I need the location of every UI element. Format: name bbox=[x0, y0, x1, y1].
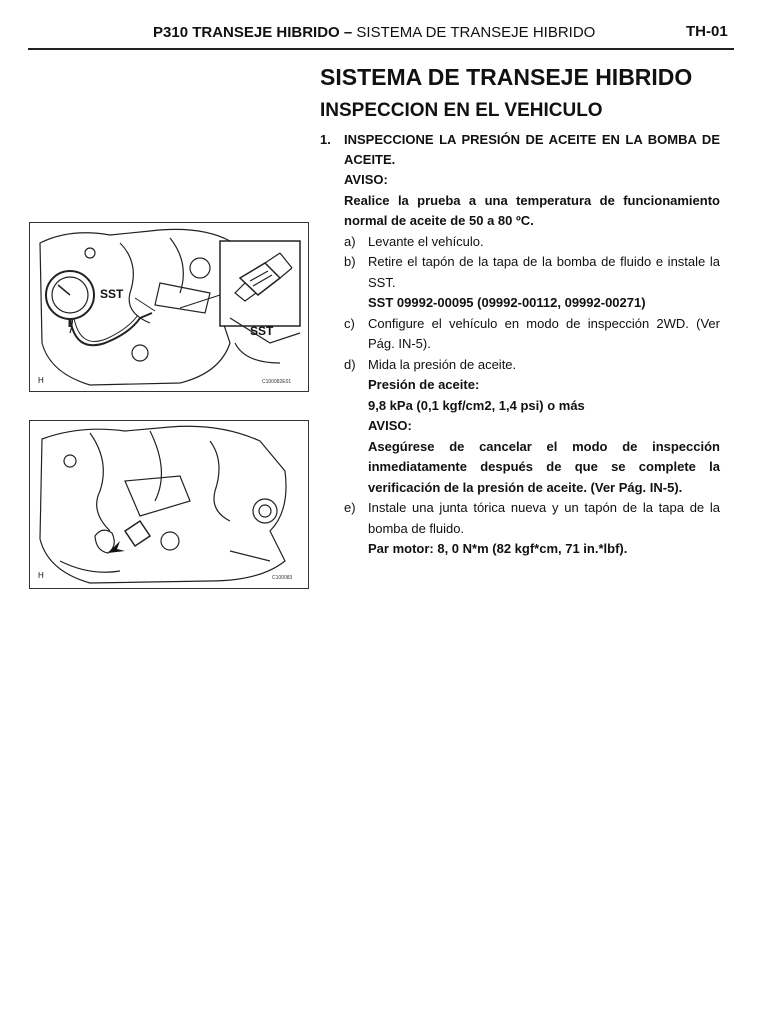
h-label-2: H bbox=[38, 571, 44, 580]
substep-letter: c) bbox=[344, 315, 355, 331]
step-body bbox=[344, 130, 720, 560]
substep-b bbox=[344, 252, 720, 293]
header-title-bold: P310 TRANSEJE HIBRIDO – bbox=[153, 24, 353, 41]
substep-c bbox=[344, 314, 720, 355]
substep-letter: b) bbox=[344, 254, 356, 269]
notice2-text: Asegúrese de cancelar el modo de inspección inmediatamente después de que se complete la verificación de la presión de aceite. (Ver Pág. IN-5). bbox=[368, 438, 720, 495]
figure-plug-install-diagram bbox=[29, 420, 309, 589]
substep-a bbox=[344, 232, 720, 253]
notice-label: AVISO: bbox=[344, 172, 388, 187]
header-title bbox=[153, 24, 595, 41]
arrow-icon bbox=[108, 541, 125, 553]
substep-letter: d) bbox=[344, 356, 356, 372]
substep-e bbox=[344, 498, 720, 539]
header-divider bbox=[28, 48, 734, 50]
substep-text: Levante el vehículo. bbox=[368, 233, 484, 249]
transaxle-gauge-illustration bbox=[30, 223, 308, 391]
sst-label-2: SST bbox=[250, 324, 274, 338]
substep-d bbox=[344, 355, 720, 376]
step-1 bbox=[320, 130, 720, 560]
page-title: SISTEMA DE TRANSEJE HIBRIDO bbox=[320, 64, 693, 90]
substep-text: Retire el tapón de la tapa de la bomba de fluido e instale la SST. bbox=[368, 254, 720, 290]
pressure-label: Presión de aceite: bbox=[368, 377, 480, 392]
figure-code: C100082E01 bbox=[262, 379, 292, 385]
step-text: INSPECCIONE LA PRESIÓN DE ACEITE EN LA BOMBA DE ACEITE. bbox=[344, 132, 720, 167]
notice2-label: AVISO: bbox=[368, 418, 412, 433]
figure-pressure-gauge-diagram bbox=[29, 222, 309, 392]
header-title-rest: SISTEMA DE TRANSEJE HIBRIDO bbox=[352, 24, 596, 41]
torque-spec: Par motor: 8, 0 N*m (82 kgf*cm, 71 in.*lbf). bbox=[368, 541, 628, 556]
page-code: TH-01 bbox=[686, 23, 728, 40]
h-label: H bbox=[38, 376, 44, 385]
step-number: 1. bbox=[320, 132, 331, 147]
transaxle-plug-illustration bbox=[30, 421, 308, 588]
sst-part-numbers: SST 09992-00095 (09992-00112, 09992-00271) bbox=[368, 295, 646, 310]
substep-text: Configure el vehículo en modo de inspección 2WD. (Ver Pág. IN-5). bbox=[368, 315, 720, 351]
page-header bbox=[0, 0, 768, 52]
substep-letter: e) bbox=[344, 500, 356, 515]
figure-code-2: C100083 bbox=[272, 575, 293, 581]
substep-text: Instale una junta tórica nueva y un tapón de la tapa de la bomba de fluido. bbox=[368, 500, 720, 536]
substep-letter: a) bbox=[344, 233, 356, 249]
section-title: INSPECCION EN EL VEHICULO bbox=[320, 100, 603, 121]
sst-label-1: SST bbox=[100, 287, 124, 301]
main-content bbox=[320, 58, 720, 560]
substep-text: Mida la presión de aceite. bbox=[368, 356, 517, 372]
pressure-value: 9,8 kPa (0,1 kgf/cm2, 1,4 psi) o más bbox=[368, 397, 585, 413]
notice-text: Realice la prueba a una temperatura de funcionamiento normal de aceite de 50 a 80 ºC. bbox=[344, 192, 720, 228]
